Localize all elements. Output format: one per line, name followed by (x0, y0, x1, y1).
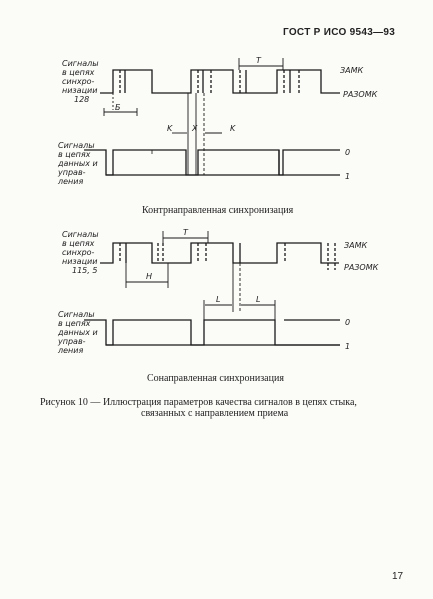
d1-level-0: 0 (345, 148, 351, 157)
d1-dim-period: T (256, 56, 261, 65)
d1-state-open: РАЗОМК (343, 90, 378, 99)
d1-bottom-label-1: Сигналы (58, 141, 95, 150)
d1-dim-k2: K (230, 124, 236, 133)
d1-bottom-label-3: данных и (58, 159, 98, 168)
d2-left-label-3: синхро- (62, 248, 95, 257)
d2-state-closed: ЗАМК (344, 241, 368, 250)
d1-bottom-label-5: ления (58, 177, 84, 186)
figure-caption-line1: Иллюстрация параметров качества сигналов в цепях стыка, (102, 397, 357, 408)
diagram1-data-waveform (84, 150, 340, 175)
d1-state-closed: ЗАМК (340, 66, 364, 75)
d1-left-label-2: в цепях (62, 68, 95, 77)
d2-bottom-label-4: управ- (58, 337, 86, 346)
diagram2-data-waveform (84, 320, 340, 345)
d1-left-label-3: синхро- (62, 77, 95, 86)
diagram2-caption: Сонаправленная синхронизация (147, 373, 284, 384)
diagram1-dimension-lines (104, 58, 283, 175)
d2-dim-l1: L (216, 295, 221, 304)
d1-dim-b: Б (115, 103, 121, 112)
d1-dim-x: X (192, 124, 198, 133)
d2-bottom-label-5: ления (58, 346, 84, 355)
page-number: 17 (392, 571, 404, 582)
standard-header: ГОСТ Р ИСО 9543—93 (283, 27, 396, 38)
d2-dim-period: T (183, 228, 188, 237)
d1-left-label-5: 128 (74, 95, 90, 104)
d1-dim-k1: K (167, 124, 173, 133)
d2-left-label-5: 115, 5 (72, 266, 98, 275)
d1-level-1: 1 (345, 172, 351, 181)
d1-left-label-1: Сигналы (62, 59, 99, 68)
diagram1-labels (57, 56, 378, 186)
d2-state-open: РАЗОМК (344, 263, 379, 272)
d2-level-1: 1 (345, 342, 351, 351)
d2-dim-l2: L (256, 295, 261, 304)
d2-bottom-label-3: данных и (58, 328, 98, 337)
d1-bottom-label-2: в цепях (58, 150, 91, 159)
d1-bottom-label-4: управ- (58, 168, 86, 177)
diagram2-dimension-lines (126, 231, 275, 345)
figure-caption (40, 397, 385, 419)
d2-left-label-2: в цепях (62, 239, 95, 248)
figure-caption-line2: связанных с направлением приема (141, 408, 289, 419)
d2-left-label-1: Сигналы (62, 230, 99, 239)
diagram1-caption: Контрнаправленная синхронизация (142, 205, 294, 216)
d2-bottom-label-1: Сигналы (58, 310, 95, 319)
d1-left-label-4: низации (62, 86, 98, 95)
d2-dim-h: H (146, 272, 153, 281)
d2-level-0: 0 (345, 318, 351, 327)
figure-caption-label: Рисунок 10 — (40, 397, 101, 408)
diagram2-sync-waveform (100, 243, 339, 270)
diagram2-labels (57, 228, 379, 355)
d2-left-label-4: низации (62, 257, 98, 266)
d2-bottom-label-2: в цепях (58, 319, 91, 328)
diagram1-sync-waveform (100, 70, 340, 93)
